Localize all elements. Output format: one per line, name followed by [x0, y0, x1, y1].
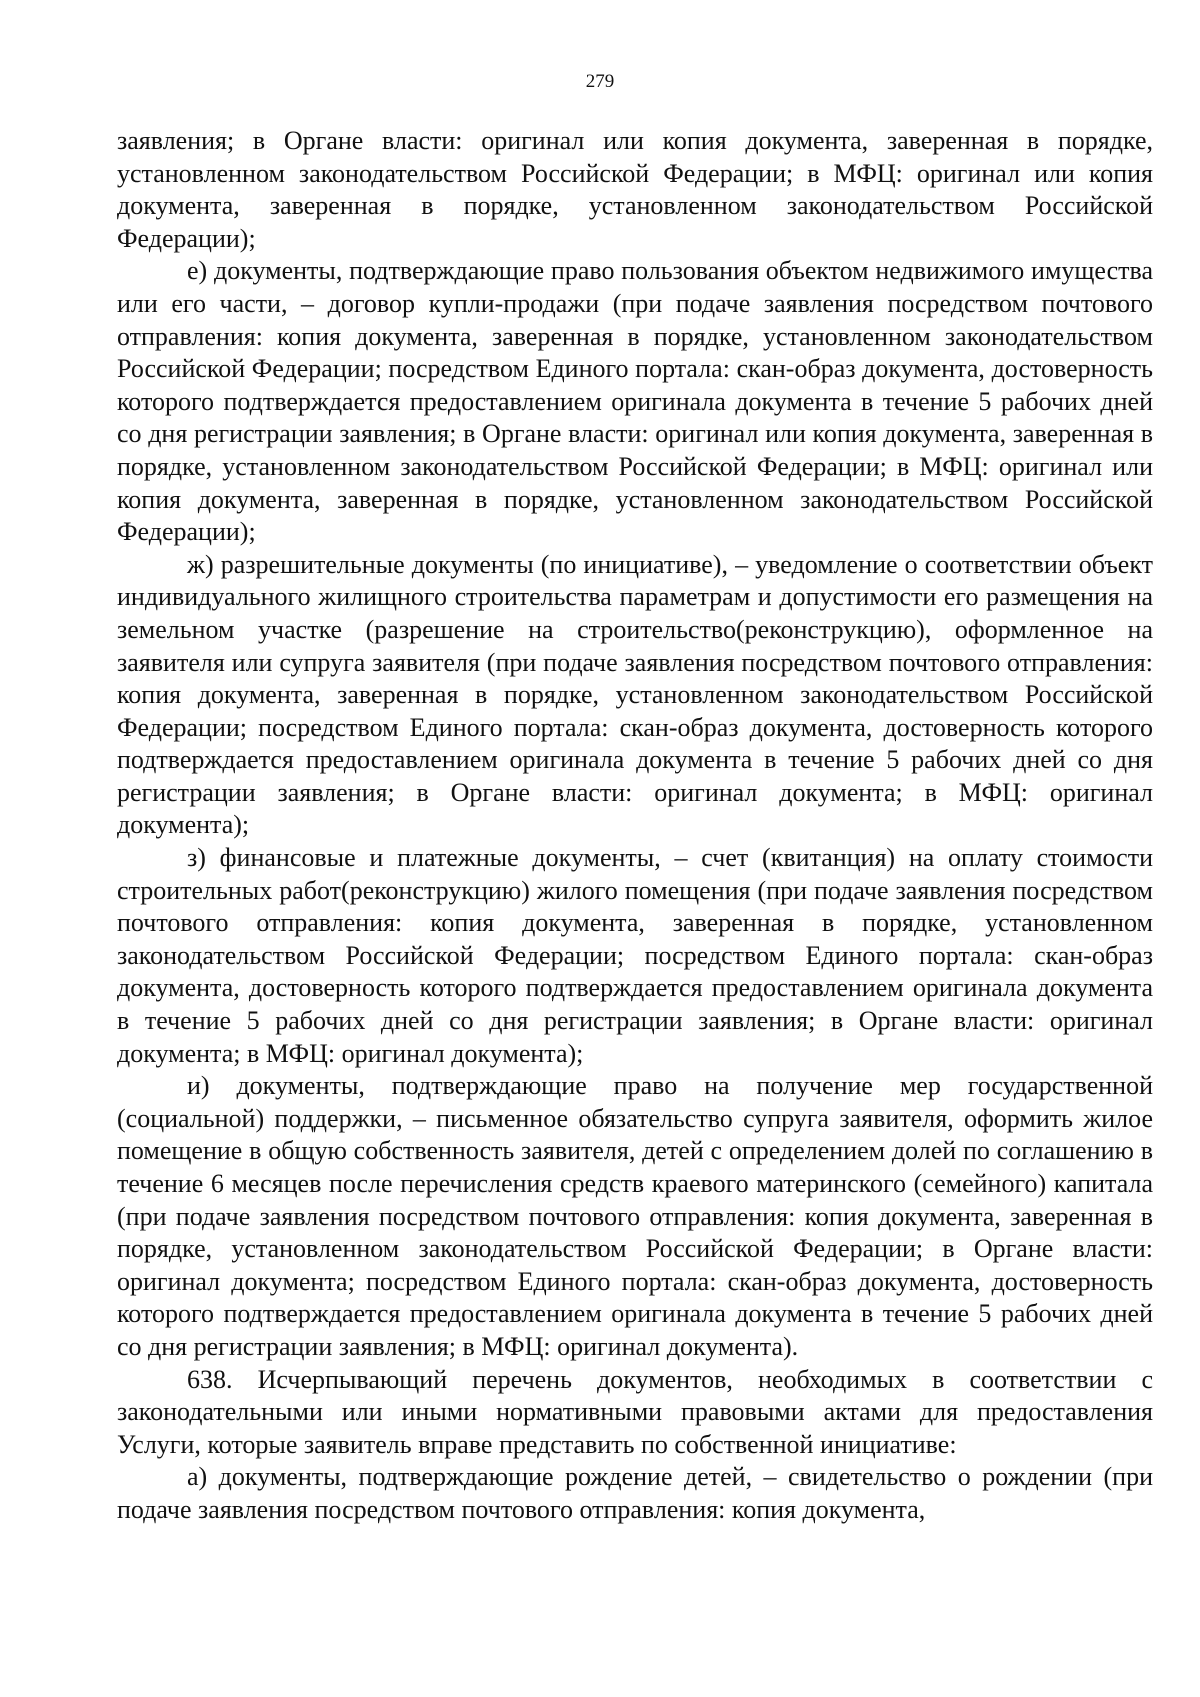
paragraph-item-z: з) финансовые и платежные документы, – счет (квитанция) на оплату стоимости строительных работ(реконструкцию) жилого помещения (при подаче заявления посредством почтового отправления: копия документа, заверенная в порядке, установленном законодательством Российской Федерации; посредством Единого портала: скан-образ документа, достоверность которого подтверждается предоставлением оригинала документа в течение 5 рабочих дней со дня регистрации заявления; в Органе власти: оригинал документа; в МФЦ: оригинал документа); [117, 843, 1153, 1068]
paragraph-continuation: заявления; в Органе власти: оригинал или копия документа, заверенная в порядке, установленном законодательством Российской Федерации; в МФЦ: оригинал или копия документа, заверенная в порядке, установленном законодательством Российской Федерации); [117, 126, 1153, 253]
paragraph-section-638: 638. Исчерпывающий перечень документов, необходимых в соответствии с законодательными или иными нормативными правовыми актами для предоставления Услуги, которые заявитель вправе представить по собственной инициативе: [117, 1364, 1153, 1459]
document-body [117, 125, 1153, 1527]
paragraph-item-a: а) документы, подтверждающие рождение детей, – свидетельство о рождении (при подаче заявления посредством почтового отправления: копия документа, [117, 1462, 1153, 1524]
paragraph-item-e: е) документы, подтверждающие право пользования объектом недвижимого имущества или его части, – договор купли-продажи (при подаче заявления посредством почтового отправления: копия документа, заверенная в порядке, установленном законодательством Российской Федерации; посредством Единого портала: скан-образ документа, достоверность которого подтверждается предоставлением оригинала документа в течение 5 рабочих дней со дня регистрации заявления; в Органе власти: оригинал или копия документа, заверенная в порядке, установленном законодательством Российской Федерации; в МФЦ: оригинал или копия документа, заверенная в порядке, установленном законодательством Российской Федерации); [117, 256, 1153, 547]
page-number: 279 [585, 71, 615, 92]
paragraph-item-zh: ж) разрешительные документы (по инициативе), – уведомление о соответствии объект индивидуального жилищного строительства параметрам и допустимости его размещения на земельном участке (разрешение на строительство(реконструкцию), оформленное на заявителя или супруга заявителя (при подаче заявления посредством почтового отправления: копия документа, заверенная в порядке, установленном законодательством Российской Федерации; посредством Единого портала: скан-образ документа, достоверность которого подтверждается предоставлением оригинала документа в течение 5 рабочих дней со дня регистрации заявления; в Органе власти: оригинал документа; в МФЦ: оригинал документа); [117, 549, 1153, 840]
paragraph-item-i: и) документы, подтверждающие право на получение мер государственной (социальной) поддержки, – письменное обязательство супруга заявителя, оформить жилое помещение в общую собственность заявителя, детей с определением долей по соглашению в течение 6 месяцев после перечисления средств краевого материнского (семейного) капитала (при подаче заявления посредством почтового отправления: копия документа, заверенная в порядке, установленном законодательством Российской Федерации; в Органе власти: оригинал документа; посредством Единого портала: скан-образ документа, достоверность которого подтверждается предоставлением оригинала документа в течение 5 рабочих дней со дня регистрации заявления; в МФЦ: оригинал документа). [117, 1071, 1153, 1361]
